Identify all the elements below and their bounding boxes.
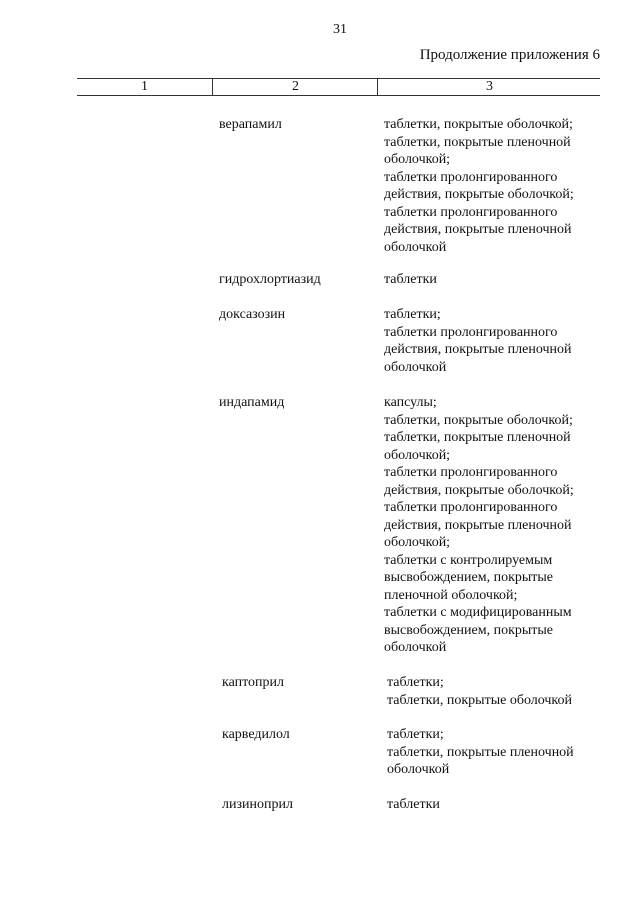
page-number: 31 [333,22,347,37]
dosage-form-line: таблетки [384,272,437,287]
drug-name: доксазозин [219,307,286,322]
drug-name: гидрохлортиазид [219,272,321,287]
dosage-forms [384,306,619,394]
dosage-form-line: таблетки; [387,727,444,742]
table-row [0,796,640,826]
table-row [0,674,640,726]
dosage-form-line: действия, покрытые пленочной [384,222,572,237]
dosage-form-line: таблетки, покрытые пленочной [384,430,571,445]
column-header-3: 3 [377,79,601,95]
dosage-form-line: действия, покрытые пленочной [384,517,572,533]
dosage-form-line: таблетки пролонгированного [384,500,558,515]
dosage-form-line: таблетки с модифицированным [384,605,572,620]
dosage-forms [387,726,622,796]
dosage-form-line: оболочкой [387,762,450,777]
dosage-form-line: таблетки с контролируемым [384,552,553,568]
dosage-form-line: таблетки, покрытые пленочной [384,134,571,150]
dosage-form-line: таблетки; [387,675,444,690]
dosage-forms [387,674,622,726]
dosage-form-line: капсулы; [384,395,437,410]
dosage-form-line: оболочкой [384,239,447,255]
dosage-forms [387,796,622,826]
drug-name: каптоприл [222,675,285,690]
table-row [0,306,640,394]
dosage-form-line: действия, покрытые пленочной [384,342,572,357]
dosage-form-line: таблетки пролонгированного [384,169,558,185]
column-header-row [77,78,600,96]
dosage-forms [384,116,619,271]
drug-name: верапамил [219,117,282,132]
dosage-form-line: оболочкой [384,640,447,655]
drug-name: индапамид [219,395,285,410]
continuation-title: Продолжение приложения 6 [419,47,600,63]
table-row [0,116,640,271]
dosage-form-line: таблетки, покрытые оболочкой; [384,117,573,132]
dosage-form-line: высвобождением, покрытые [384,622,554,638]
dosage-form-line: таблетки; [384,307,441,322]
dosage-form-line: оболочкой; [384,447,451,463]
dosage-form-line: таблетки, покрытые пленочной [387,744,574,760]
dosage-form-line: таблетки пролонгированного [384,204,558,220]
dosage-form-line: оболочкой; [384,535,451,550]
dosage-form-line: действия, покрытые оболочкой; [384,187,574,202]
dosage-forms [384,394,619,674]
drug-name: карведилол [222,727,290,742]
dosage-form-line: высвобождением, покрытые [384,570,554,585]
dosage-form-line: действия, покрытые оболочкой; [384,482,574,498]
drug-name: лизиноприл [222,797,293,812]
drug-list [0,116,640,826]
table-row [0,726,640,796]
dosage-form-line: оболочкой [384,359,447,375]
dosage-form-line: таблетки, покрытые оболочкой [387,692,573,708]
dosage-forms [384,271,619,306]
dosage-form-line: таблетки пролонгированного [384,324,558,340]
dosage-form-line: пленочной оболочкой; [384,587,518,603]
dosage-form-line: таблетки пролонгированного [384,465,558,480]
table-row [0,394,640,674]
table-row [0,271,640,306]
column-header-2: 2 [212,79,378,95]
dosage-form-line: таблетки [387,797,440,812]
dosage-form-line: оболочкой; [384,152,451,167]
column-header-1: 1 [141,79,148,94]
dosage-form-line: таблетки, покрытые оболочкой; [384,412,573,428]
